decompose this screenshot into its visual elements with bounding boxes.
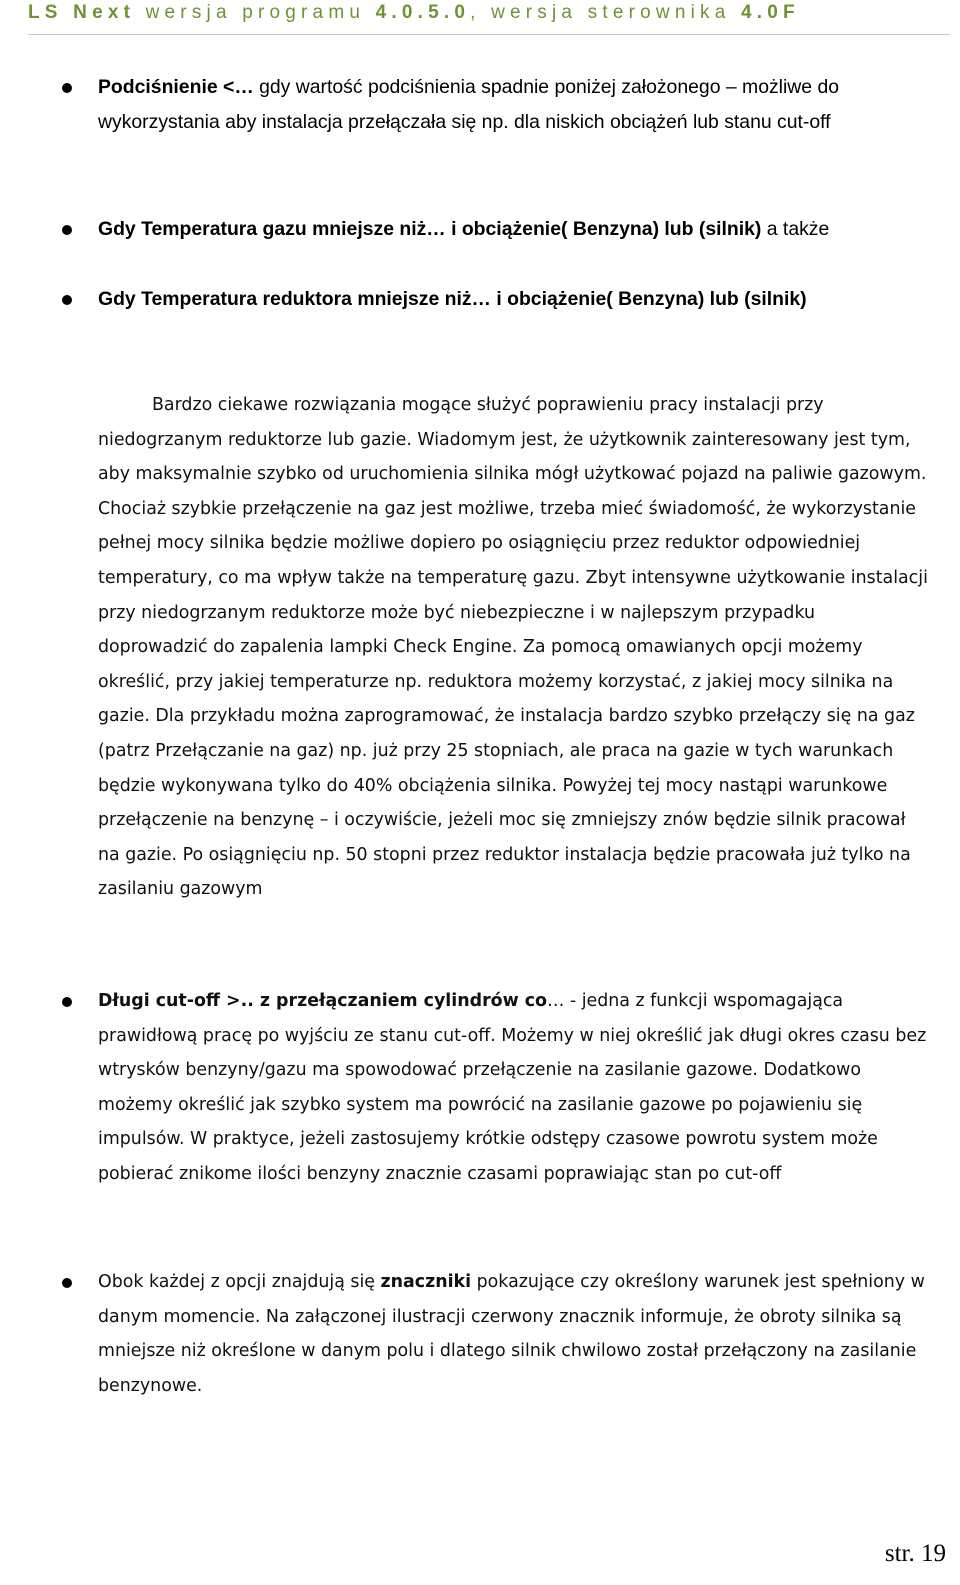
bullet-icon xyxy=(62,1278,72,1288)
bullet-icon xyxy=(62,997,72,1007)
bullet-item-markers-term: znaczniki xyxy=(380,1272,472,1292)
page-header xyxy=(28,2,948,24)
header-program-label: wersja programu xyxy=(135,2,376,23)
bullet-icon xyxy=(62,83,72,93)
bullet-item-reducer-temperature-term: Gdy Temperatura reduktora mniejsze niż… i obciążenie( Benzyna) lub (silnik) xyxy=(98,288,807,310)
bullet-item-long-cutoff-text: … - jedna z funkcji wspomagająca prawidłową pracę po wyjściu ze stanu cut-off. Możemy w niej określić jak długi okres czasu bez wtrysków benzyny/gazu ma spowodować przełączenie na zasilanie gazowe. Dodatkowo możemy określić jak szybko system ma powrócić na zasilanie gazowe po pojawieniu się impulsów. W praktyce, jeżeli zastosujemy krótkie odstępy czasowe powrotu system może pobierać znikome ilości benzyny znacznie czasami poprawiając stan po cut-off xyxy=(98,991,927,1184)
bullet-item-markers-text-after: pokazujące czy określony warunek jest spełniony w danym momencie. Na załączonej ilustracji czerwony znacznik informuje, że obroty silnika są mniejsze niż określone w danym polu i dlatego silnik chwilowo został przełączony na zasilanie benzynowe. xyxy=(98,1272,925,1396)
bullet-item-markers-text-before: Obok każdej z opcji znajdują się xyxy=(98,1272,381,1292)
header-divider xyxy=(28,34,950,35)
bullet-item-vacuum xyxy=(98,70,930,140)
bullet-icon xyxy=(62,225,72,235)
bullet-icon xyxy=(62,295,72,305)
bullet-item-gas-temperature xyxy=(98,212,829,247)
bullet-item-vacuum-term: Podciśnienie <… xyxy=(98,76,254,98)
header-product: LS Next xyxy=(28,2,136,23)
header-controller-label: , wersja sterownika xyxy=(470,2,741,23)
bullet-item-reducer-temperature xyxy=(98,282,807,317)
bullet-item-gas-temperature-term: Gdy Temperatura gazu mniejsze niż… i obciążenie( Benzyna) lub (silnik) xyxy=(98,218,762,240)
bullet-item-markers xyxy=(98,1265,930,1403)
header-controller-version: 4.0F xyxy=(740,2,800,23)
bullet-item-long-cutoff xyxy=(98,984,930,1192)
bullet-item-long-cutoff-term: Długi cut-off >.. z przełączaniem cylindrów co xyxy=(98,991,547,1011)
page-number: str. 19 xyxy=(884,1540,946,1567)
bullet-item-vacuum-text: gdy wartość podciśnienia spadnie poniżej założonego – możliwe do wykorzystania aby instalacja przełączała się np. dla niskich obciążeń lub stanu cut-off xyxy=(98,76,840,133)
header-program-version: 4.0.5.0 xyxy=(375,2,471,23)
bullet-item-gas-temperature-text: a także xyxy=(761,218,830,240)
explanation-paragraph: Bardzo ciekawe rozwiązania mogące służyć poprawieniu pracy instalacji przy niedogrzanym reduktorze lub gazie. Wiadomym jest, że użytkownik zainteresowany jest tym, aby maksymalnie szybko od uruchomienia silnika mógł użytkować pojazd na paliwie gazowym. Chociaż szybkie przełączenie na gaz jest możliwe, trzeba mieć świadomość, że wykorzystanie pełnej mocy silnika będzie możliwe dopiero po osiągnięciu przez reduktor odpowiedniej temperatury, co ma wpływ także na temperaturę gazu. Zbyt intensywne użytkowanie instalacji przy niedogrzanym reduktorze może być niebezpieczne i w najlepszym przypadku doprowadzić do zapalenia lampki Check Engine. Za pomocą omawianych opcji możemy określić, przy jakiej temperaturze np. reduktora możemy korzystać, z jakiej mocy silnika na gazie. Dla przykładu można zaprogramować, że instalacja bardzo szybko przełączy się na gaz (patrz Przełączanie na gaz) np. już przy 25 stopniach, ale praca na gazie w tych warunkach będzie wykonywana tylko do 40% obciążenia silnika. Powyżej tej mocy nastąpi warunkowe przełączenie na benzynę – i oczywiście, jeżeli moc się zmniejszy znów będzie silnik pracował na gazie. Po osiągnięciu np. 50 stopni przez reduktor instalacja będzie pracowała już tylko na zasilaniu gazowym xyxy=(98,395,928,900)
